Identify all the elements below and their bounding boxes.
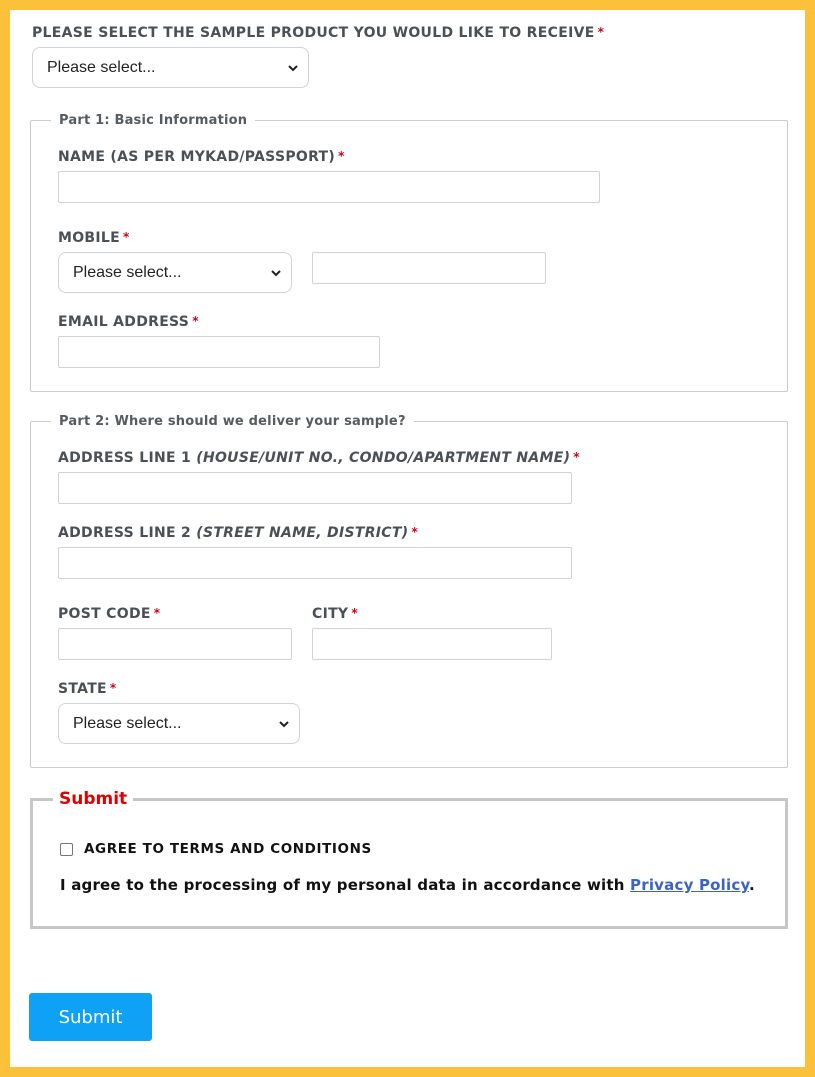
state-select-value: Please select... (73, 714, 182, 732)
required-mark: * (597, 25, 605, 39)
mobile-number-input[interactable] (312, 252, 546, 284)
state-select[interactable] (58, 703, 300, 744)
delivery-legend: Part 2: Where should we deliver your sample? (59, 414, 406, 429)
address-line2-hint: (STREET NAME, DISTRICT) (196, 525, 409, 541)
city-input[interactable] (312, 628, 552, 660)
chevron-down-icon (278, 718, 290, 730)
required-mark: * (109, 681, 117, 695)
name-input[interactable] (58, 171, 600, 203)
email-label: EMAIL ADDRESS * (58, 314, 199, 330)
form-container (10, 10, 805, 1067)
name-label: NAME (AS PER MYKAD/PASSPORT) * (58, 149, 345, 165)
state-label: STATE * (58, 681, 117, 697)
submit-button[interactable]: Submit (29, 993, 152, 1041)
terms-label: AGREE TO TERMS AND CONDITIONS (84, 841, 372, 857)
required-mark: * (573, 450, 580, 464)
consent-text: I agree to the processing of my personal data in accordance with Privacy Policy. (60, 876, 755, 894)
address-line2-label: ADDRESS LINE 2 (STREET NAME, DISTRICT) * (58, 525, 419, 541)
submit-legend: Submit (59, 789, 128, 809)
product-label: PLEASE SELECT THE SAMPLE PRODUCT YOU WOULD LIKE TO RECEIVE * (32, 25, 605, 41)
basic-info-legend: Part 1: Basic Information (59, 113, 248, 128)
terms-checkbox[interactable] (60, 843, 73, 856)
city-label: CITY * (312, 606, 358, 622)
submit-section (30, 789, 788, 929)
mobile-select-value: Please select... (73, 263, 182, 281)
address-line1-label: ADDRESS LINE 1 (HOUSE/UNIT NO., CONDO/APARTMENT NAME) * (58, 450, 580, 466)
address-line2-input[interactable] (58, 547, 572, 579)
required-mark: * (192, 314, 199, 328)
chevron-down-icon (270, 267, 282, 279)
mobile-label: MOBILE * (58, 230, 130, 246)
required-mark: * (153, 606, 161, 620)
required-mark: * (123, 230, 130, 244)
mobile-country-code-select[interactable] (58, 252, 292, 293)
product-select[interactable] (32, 47, 309, 88)
email-input[interactable] (58, 336, 380, 368)
privacy-policy-link[interactable]: Privacy Policy (630, 876, 750, 894)
postcode-input[interactable] (58, 628, 292, 660)
required-mark: * (338, 149, 345, 163)
chevron-down-icon (287, 62, 299, 74)
product-select-value: Please select... (47, 58, 156, 76)
postcode-label: POST CODE * (58, 606, 161, 622)
address-line1-input[interactable] (58, 472, 572, 504)
required-mark: * (351, 606, 358, 620)
address-line1-hint: (HOUSE/UNIT NO., CONDO/APARTMENT NAME) (196, 450, 571, 466)
required-mark: * (411, 525, 419, 539)
